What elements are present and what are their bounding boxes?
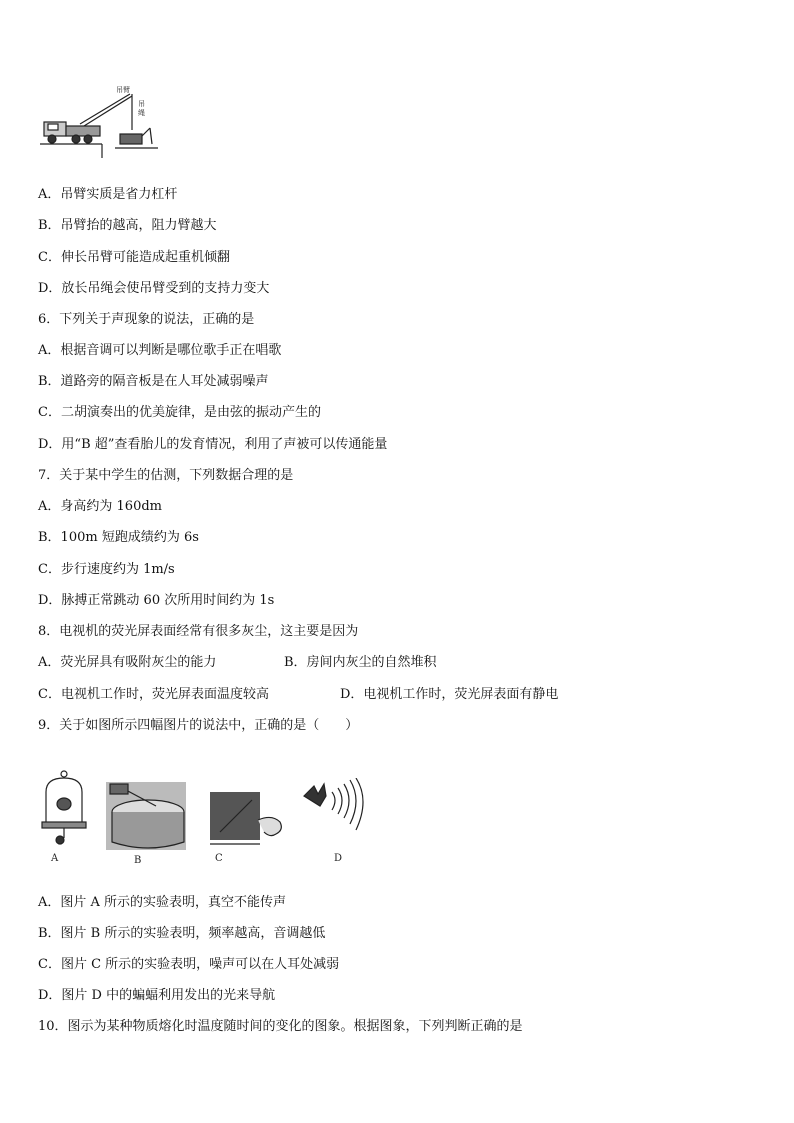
q6-stem: 6．下列关于声现象的说法，正确的是: [38, 312, 255, 327]
bell-jar-figure: [38, 768, 90, 846]
ear-figure: [210, 792, 290, 846]
q6-option-d: D．用“B 超”查看胎儿的发育情况，利用了声被可以传通能量: [38, 437, 388, 452]
q7-option-b: B．100m 短跑成绩约为 6s: [38, 530, 199, 545]
q6-option-c: C．二胡演奏出的优美旋律，是由弦的振动产生的: [38, 405, 321, 420]
q9-caption-c: C: [215, 853, 223, 864]
q9-option-a: A．图片 A 所示的实验表明，真空不能传声: [38, 895, 287, 910]
q9-caption-b: B: [134, 855, 142, 866]
q9-option-d: D．图片 D 中的蝙蝠利用发出的光来导航: [38, 988, 276, 1003]
q8-option-d: D．电视机工作时，荧光屏表面有静电: [340, 687, 559, 702]
q5-option-c: C．伸长吊臂可能造成起重机倾翻: [38, 250, 230, 265]
q6-option-b: B．道路旁的隔音板是在人耳处减弱噪声: [38, 374, 269, 389]
q5-option-d: D．放长吊绳会使吊臂受到的支持力变大: [38, 281, 270, 296]
drum-figure: [106, 782, 186, 850]
crane-figure: [40, 84, 160, 158]
q6-option-a: A．根据音调可以判断是哪位歌手正在唱歌: [38, 343, 282, 358]
q9-caption-d: D: [334, 853, 343, 864]
q8-option-b: B．房间内灰尘的自然堆积: [284, 655, 437, 670]
q8-stem: 8．电视机的荧光屏表面经常有很多灰尘，这主要是因为: [38, 624, 359, 639]
q9-stem: 9．关于如图所示四幅图片的说法中，正确的是（ ）: [38, 718, 359, 733]
q5-option-a: A．吊臂实质是省力杠杆: [38, 187, 178, 202]
q7-option-d: D．脉搏正常跳动 60 次所用时间约为 1s: [38, 593, 275, 608]
bat-figure: [300, 778, 376, 840]
q5-option-b: B．吊臂抬的越高，阻力臂越大: [38, 218, 217, 233]
q7-option-a: A．身高约为 160dm: [38, 499, 162, 514]
q8-option-c: C．电视机工作时，荧光屏表面温度较高: [38, 687, 269, 702]
crane-arm-label: 吊臂: [116, 86, 130, 94]
q9-option-c: C．图片 C 所示的实验表明，噪声可以在人耳处减弱: [38, 957, 340, 972]
q7-stem: 7．关于某中学生的估测，下列数据合理的是: [38, 468, 294, 483]
q9-option-b: B．图片 B 所示的实验表明，频率越高，音调越低: [38, 926, 326, 941]
q10-stem: 10．图示为某种物质熔化时温度随时间的变化的图象。根据图象，下列判断正确的是: [38, 1019, 523, 1034]
crane-rope-label-2: 绳: [138, 109, 145, 117]
q7-option-c: C．步行速度约为 1m/s: [38, 562, 175, 577]
crane-rope-label-1: 吊: [138, 100, 145, 108]
q9-caption-a: A: [51, 853, 59, 864]
q8-option-a: A．荧光屏具有吸附灰尘的能力: [38, 655, 217, 670]
